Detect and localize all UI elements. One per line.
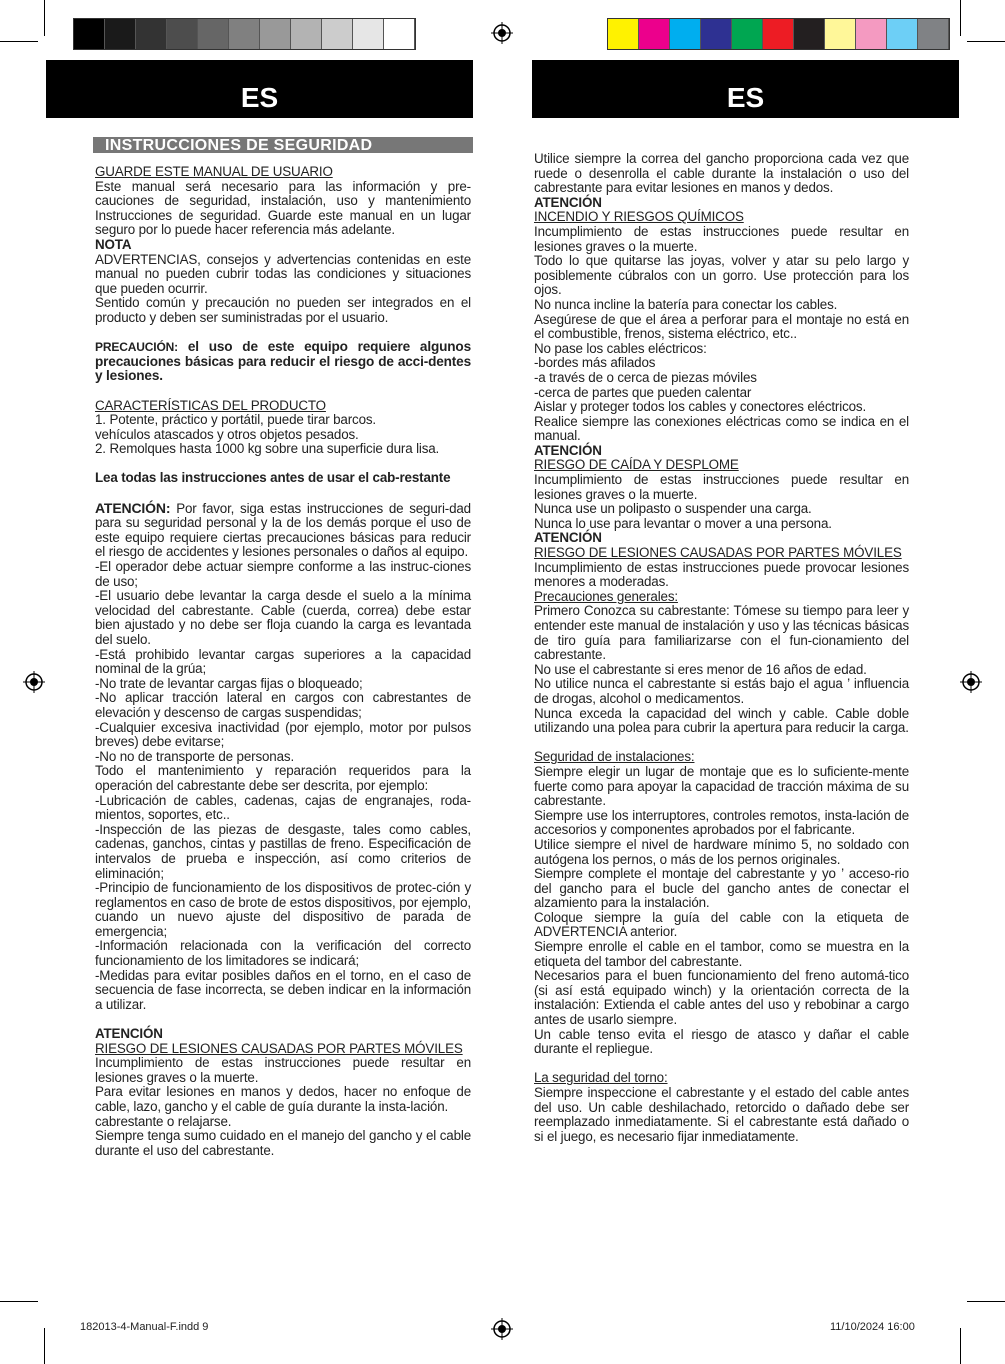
- grayscale-swatch-bar: [73, 18, 416, 50]
- crop-mark: [960, 0, 961, 36]
- color-swatch: [639, 19, 670, 49]
- list-item: Nunca lo use para levantar o mover a una persona.: [534, 515, 832, 531]
- crop-mark: [967, 1301, 1005, 1302]
- list-item: Incumplimiento de estas instrucciones puede resultar en lesiones graves o la muerte.: [534, 223, 909, 254]
- list-item: -No trate de levantar cargas fijas o bloqueado;: [95, 675, 363, 691]
- color-swatch: [167, 19, 198, 49]
- list-item: -Información relacionada con la verificación del correcto funcionamiento de los limitadores se indicará;: [95, 938, 471, 969]
- list-item: Utilice siempre el nivel de hardware mínimo 5, no soldado con autógena los pernos, o más de los pernos originales.: [534, 836, 909, 867]
- color-swatch: [353, 19, 384, 49]
- list-item: Incumplimiento de estas instrucciones puede resultar en lesiones graves o la muerte.: [95, 1055, 471, 1085]
- list-item: -No aplicar tracción lateral en cargos con cabrestantes de elevación y descenso de cargas suspendidas;: [95, 690, 471, 720]
- color-swatch: [701, 19, 732, 49]
- features-heading: CARACTERÍSTICAS DEL PRODUCTO: [95, 397, 326, 413]
- winch-safety-heading: La seguridad del torno:: [534, 1070, 668, 1086]
- section-title: INSTRUCCIONES DE SEGURIDAD: [93, 137, 473, 153]
- color-swatch: [198, 19, 229, 49]
- list-item: -cerca de partes que pueden calentar: [534, 384, 752, 400]
- list-item: Para evitar lesiones en manos y dedos, hacer no enfoque de cable, lazo, gancho y el cable de guía durante la insta-lación.: [95, 1084, 471, 1114]
- list-item: -Inspección de las piezas de desgaste, tales como cables, cadenas, ganchos, cintas y pastillas de freno. Especificación de intervalos de prueba e inspección, así como criterios de eliminación;: [95, 821, 471, 881]
- crop-mark: [0, 1301, 38, 1302]
- list-item: -El usuario debe levantar la carga desde el suelo a la mínima velocidad del cabrestante. Cable (cuerda, correa) debe estar bien ajustado y no debe ser floja cuando la carga es levantada del suelo.: [95, 588, 471, 647]
- attention-label: ATENCIÓN: [534, 442, 602, 458]
- list-item: Asegúrese de que el área a perforar para el montaje no está en el combustible, frenos, sistema eléctrico, etc..: [534, 311, 909, 342]
- left-column: [95, 165, 471, 1158]
- color-swatch: [825, 19, 856, 49]
- right-column: [534, 152, 909, 1144]
- color-swatch: [732, 19, 763, 49]
- color-swatch: [887, 19, 918, 49]
- paragraph: Sentido común y precaución no pueden ser integrados en el producto y deben ser suministradas por el usuario.: [95, 295, 471, 325]
- caution-text: el uso de este equipo requiere algunos precauciones básicas para reducir el riesgo de acci-dentes y lesiones.: [95, 339, 471, 384]
- list-item: Primero Conozca su cabrestante: Tómese su tiempo para leer y entender este manual de instalación y uso y las técnicas básicas de tiro guía para familiarizarse con el fun-cionamiento del cabrestante.: [534, 603, 909, 663]
- list-item: -No no de transporte de personas.: [95, 748, 295, 764]
- list-item: Necesarios para el buen funcionamiento del freno automá-tico (si así está equipado winch) y la orientación correcta de la instalación: Extienda el cable antes del uso y rebobinar a cargo antes de usarlo siempre.: [534, 968, 909, 1028]
- list-item: -Está prohibido levantar cargas superiores a la capacidad nominal de la grúa;: [95, 646, 471, 677]
- color-swatch-bar: [607, 18, 950, 50]
- attention-text: Por favor, siga estas instrucciones de seguri-dad para su seguridad personal y la de los demás porque el uso de este equipo requiere ciertas precauciones básicas para reducir el riesgo de accidentes y lesiones personales o daños al equipo.: [95, 500, 471, 560]
- color-swatch: [918, 19, 949, 49]
- color-swatch: [794, 19, 825, 49]
- color-swatch: [384, 19, 415, 49]
- list-item: -Cualquier excesiva inactividad (por ejemplo, motor por pulsos breves) debe evitarse;: [95, 719, 471, 750]
- installation-safety-heading: Seguridad de instalaciones:: [534, 749, 695, 765]
- color-swatch: [74, 19, 105, 49]
- crop-mark: [44, 1328, 45, 1364]
- color-swatch: [136, 19, 167, 49]
- list-item: No use el cabrestante si eres menor de 16 años de edad.: [534, 661, 867, 677]
- list-item: Todo el mantenimiento y reparación requeridos para la operación del cabrestante debe ser descrita, por ejemplo:: [95, 763, 471, 793]
- attention-label: ATENCIÓN: [534, 194, 602, 210]
- list-item: -a través de o cerca de piezas móviles: [534, 369, 757, 385]
- list-item: Siempre complete el montaje del cabrestante y yo ’ acceso-rio del gancho para el bucle del gancho antes de conectar el alzamiento para la instalación.: [534, 866, 909, 911]
- fall-risk-heading: RIESGO DE CAÍDA Y DESPLOME: [534, 457, 739, 473]
- paragraph: Utilice siempre la correa del gancho proporciona cada vez que ruede o desenrolla el cable durante la instalación o uso del cabrestante para evitar lesiones en manos y dedos.: [534, 151, 909, 196]
- save-manual-heading: GUARDE ESTE MANUAL DE USUARIO: [95, 164, 333, 179]
- list-item: Siempre elegir un lugar de montaje que es lo suficiente-mente fuerte como para apoyar la capacidad de tracción máxima de su cabrestante.: [534, 763, 909, 809]
- fire-chemical-heading: INCENDIO Y RIESGOS QUÍMICOS: [534, 209, 744, 225]
- language-banner-right: ES: [532, 60, 959, 118]
- list-item: Siempre use los interruptores, controles remotos, insta-lación de accesorios y componentes aprobados por el fabricante.: [534, 807, 909, 838]
- paragraph: ADVERTENCIAS, consejos y advertencias contenidas en este manual no pueden cubrir todas las condiciones y situaciones que pueden ocurrir.: [95, 251, 471, 296]
- color-swatch: [856, 19, 887, 49]
- crop-mark: [44, 0, 45, 36]
- caution-label: PRECAUCIÓN:: [95, 340, 179, 355]
- list-item: Siempre tenga sumo cuidado en el manejo del gancho y el cable durante el uso del cabrestante.: [95, 1128, 471, 1158]
- color-swatch: [322, 19, 353, 49]
- crop-mark: [967, 41, 1005, 42]
- general-precautions-heading: Precauciones generales:: [534, 588, 678, 604]
- list-item: -Principio de funcionamiento de los dispositivos de protec-ción y reglamentos en caso de brote de estos dispositivos, por ejemplo, cuando un nuevo ajuste del dispositivo de parada de emergencia;: [95, 880, 471, 939]
- list-item: Siempre enrolle el cable en el tambor, como se muestra en la etiqueta del tambor del cabrestante.: [534, 939, 909, 969]
- list-item: Realice siempre las conexiones eléctricas como se indica en el manual.: [534, 413, 909, 444]
- list-item: cabrestante o relajarse.: [95, 1113, 232, 1129]
- color-swatch: [763, 19, 794, 49]
- list-item: -El operador debe actuar siempre conforme a las instruc-ciones de uso;: [95, 559, 471, 589]
- caution-paragraph: [95, 340, 471, 384]
- footer-date: 11/10/2024 16:00: [830, 1321, 915, 1333]
- list-item: Coloque siempre la guía del cable con la etiqueta de ADVERTENCIA anterior.: [534, 909, 909, 940]
- attention-label: ATENCIÓN: [534, 530, 602, 546]
- list-item: Nunca use un polipasto o suspender una carga.: [534, 501, 812, 517]
- attention-paragraph: [95, 501, 471, 560]
- attention-label: ATENCIÓN:: [95, 499, 171, 516]
- list-item: -Lubricación de cables, cadenas, cajas de engranajes, roda-mientos, soportes, etc..: [95, 792, 471, 823]
- color-swatch: [229, 19, 260, 49]
- list-item: 1. Potente, práctico y portátil, puede tirar barcos.: [95, 412, 376, 428]
- color-swatch: [608, 19, 639, 49]
- registration-mark-icon: [491, 1318, 513, 1340]
- list-item: -bordes más afilados: [534, 355, 656, 371]
- list-item: Aislar y proteger todos los cables y conectores eléctricos.: [534, 399, 867, 415]
- registration-mark-icon: [23, 671, 45, 693]
- paragraph: Este manual será necesario para las información y pre-cauciones de seguridad, instalación, uso y mantenimiento Instrucciones de seguridad. Guarde este manual en un lugar seguro por lo puede hacer referencia más adelante.: [95, 178, 471, 238]
- color-swatch: [105, 19, 136, 49]
- list-item: Todo lo que quitarse las joyas, volver y atar su pelo largo y posiblemente cúbralos con un gorro. Use protección para los ojos.: [534, 253, 909, 298]
- list-item: -Medidas para evitar posibles daños en el torno, en el caso de secuencia de fase incorrecta, se deben indicar en la información a utilizar.: [95, 967, 471, 1012]
- note-label: NOTA: [95, 236, 132, 252]
- list-item: No utilice nunca el cabrestante si estás bajo el agua ’ influencia de drogas, alcohol o medicamentos.: [534, 676, 909, 706]
- list-item: vehículos atascados y otros objetos pesados.: [95, 426, 359, 442]
- color-swatch: [291, 19, 322, 49]
- crop-mark: [0, 41, 38, 42]
- list-item: Incumplimiento de estas instrucciones puede resultar en lesiones graves o la muerte.: [534, 472, 909, 502]
- list-item: Incumplimiento de estas instrucciones puede provocar lesiones menores a moderadas.: [534, 559, 909, 590]
- list-item: No nunca incline la batería para conectar los cables.: [534, 296, 838, 312]
- language-banner-left: ES: [46, 60, 473, 118]
- attention-label: ATENCIÓN: [95, 1026, 163, 1042]
- list-item: 2. Remolques hasta 1000 kg sobre una superficie dura lisa.: [95, 441, 440, 457]
- read-instructions-note: Lea todas las instrucciones antes de usar el cab-restante: [95, 470, 451, 486]
- list-item: Un cable tenso evita el riesgo de atasco y dañar el cable durante el repliegue.: [534, 1026, 909, 1057]
- color-swatch: [260, 19, 291, 49]
- color-swatch: [670, 19, 701, 49]
- list-item: No pase los cables eléctricos:: [534, 340, 707, 356]
- registration-mark-icon: [491, 22, 513, 44]
- crop-mark: [960, 1328, 961, 1364]
- footer-filename: 182013-4-Manual-F.indd 9: [80, 1321, 209, 1333]
- moving-parts-heading: RIESGO DE LESIONES CAUSADAS POR PARTES MÓVILES: [534, 545, 902, 561]
- moving-parts-heading: RIESGO DE LESIONES CAUSADAS POR PARTES MÓVILES: [95, 1040, 463, 1056]
- list-item: Nunca exceda la capacidad del winch y cable. Cable doble utilizando una polea para cubrir la apertura para reducir la carga.: [534, 705, 909, 736]
- paragraph: Siempre inspeccione el cabrestante y el estado del cable antes del uso. Un cable deshilachado, retorcido o dañado debe ser reemplazado inmediatamente. Si el cabrestante está dañado o si el juego, es necesario fijar inmediatamente.: [534, 1085, 909, 1144]
- registration-mark-icon: [960, 671, 982, 693]
